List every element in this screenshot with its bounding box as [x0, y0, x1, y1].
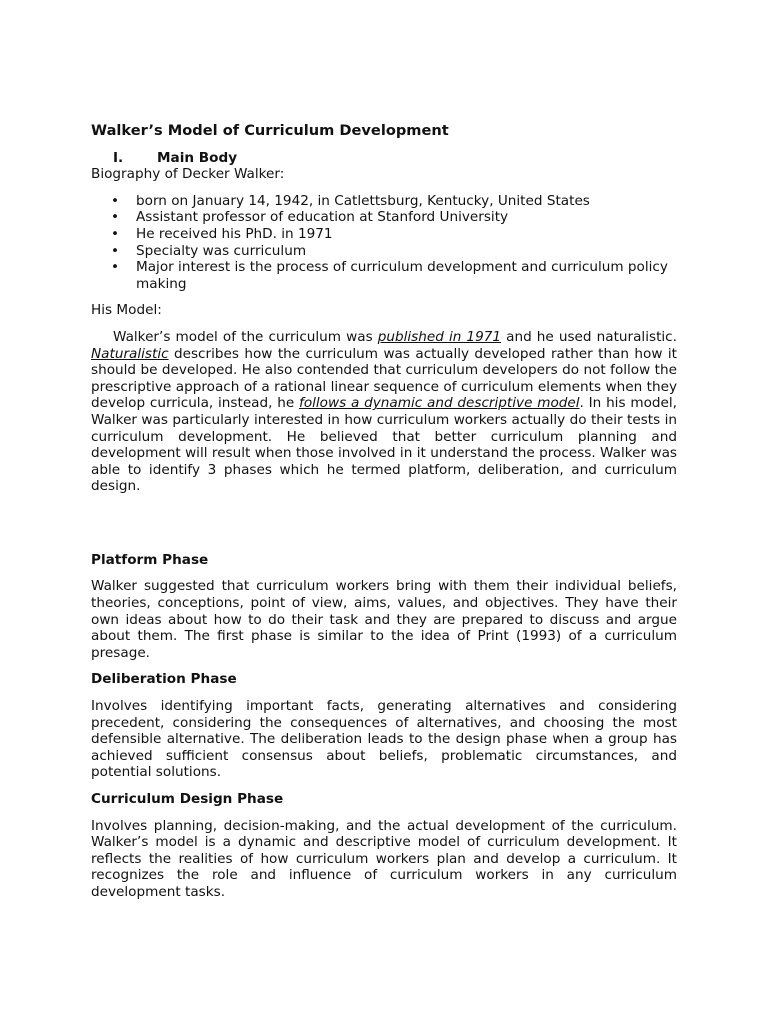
bullet-glyph: • — [111, 209, 120, 226]
bullet-glyph: • — [111, 259, 120, 276]
list-item-text: born on January 14, 1942, in Catlettsburg, Kentucky, United States — [136, 192, 590, 209]
model-paragraph — [91, 329, 677, 495]
bullet-glyph: • — [111, 192, 120, 209]
model-label: His Model: — [91, 302, 162, 319]
design-phase-paragraph: Involves planning, decision-making, and the actual development of the curriculum. Walker’s model is a dynamic and descriptive model of curriculum development. It reflects the realities of how curriculum workers plan and develop a curriculum. It recognizes the role and influence of curriculum workers in any curriculum development tasks. — [91, 817, 677, 900]
platform-phase-paragraph: Walker suggested that curriculum workers bring with them their individual beliefs, theories, conceptions, point of view, aims, values, and objectives. They have their own ideas about how to do their task and they are prepared to discuss and argue about them. The first phase is similar to the idea of Print (1993) of a curriculum presage. — [91, 578, 677, 661]
model-text-3: describes how the curriculum was actually developed rather than how it should be developed. He also contended that curriculum developers do not follow the prescriptive approach of a rational linear sequence of curriculum elements when they develop curricula, instead, he — [91, 345, 677, 412]
list-item-text: He received his PhD. in 1971 — [136, 225, 333, 242]
list-item — [91, 226, 677, 243]
deliberation-phase-heading: Deliberation Phase — [91, 671, 237, 688]
section-title: Main Body — [157, 149, 238, 166]
list-item-text: Specialty was curriculum — [136, 242, 307, 259]
emphasis-dynamic-model: follows a dynamic and descriptive model — [299, 395, 580, 412]
bullet-glyph: • — [111, 225, 120, 242]
emphasis-published: published in 1971 — [377, 328, 502, 345]
list-item — [91, 243, 677, 260]
section-number: I. — [113, 149, 124, 166]
biography-list — [91, 193, 677, 293]
bullet-glyph: • — [111, 242, 120, 259]
list-item-text: Assistant professor of education at Stanford University — [136, 209, 509, 226]
biography-label: Biography of Decker Walker: — [91, 166, 285, 183]
design-phase-heading: Curriculum Design Phase — [91, 791, 284, 807]
document-title: Walker’s Model of Curriculum Development — [91, 122, 449, 139]
platform-phase-heading: Platform Phase — [91, 551, 209, 568]
list-item — [91, 193, 677, 210]
list-item — [91, 259, 677, 292]
emphasis-naturalistic: Naturalistic — [91, 345, 169, 362]
list-item-text: Major interest is the process of curriculum development and curriculum policy making — [136, 259, 668, 292]
section-heading — [91, 150, 677, 167]
document-body — [91, 123, 677, 911]
list-item — [91, 209, 677, 226]
model-text-4: . In his model, Walker was particularly interested in how curriculum workers actually do their tests in curriculum development. He believed that better curriculum planning and development will result when those involved in it understand the process. Walker was able to identify 3 phases which he termed platform, deliberation, and curriculum design. — [91, 395, 677, 495]
model-text-2: and he used naturalistic. — [501, 328, 677, 345]
deliberation-phase-paragraph: Involves identifying important facts, generating alternatives and considering precedent, considering the consequences of alternatives, and choosing the most defensible alternative. The deliberation leads to the design phase when a group has achieved sufficient consensus about beliefs, problematic circumstances, and potential solutions. — [91, 698, 677, 781]
section-spacer — [91, 495, 677, 552]
model-text-1: Walker’s model of the curriculum was — [113, 328, 378, 345]
